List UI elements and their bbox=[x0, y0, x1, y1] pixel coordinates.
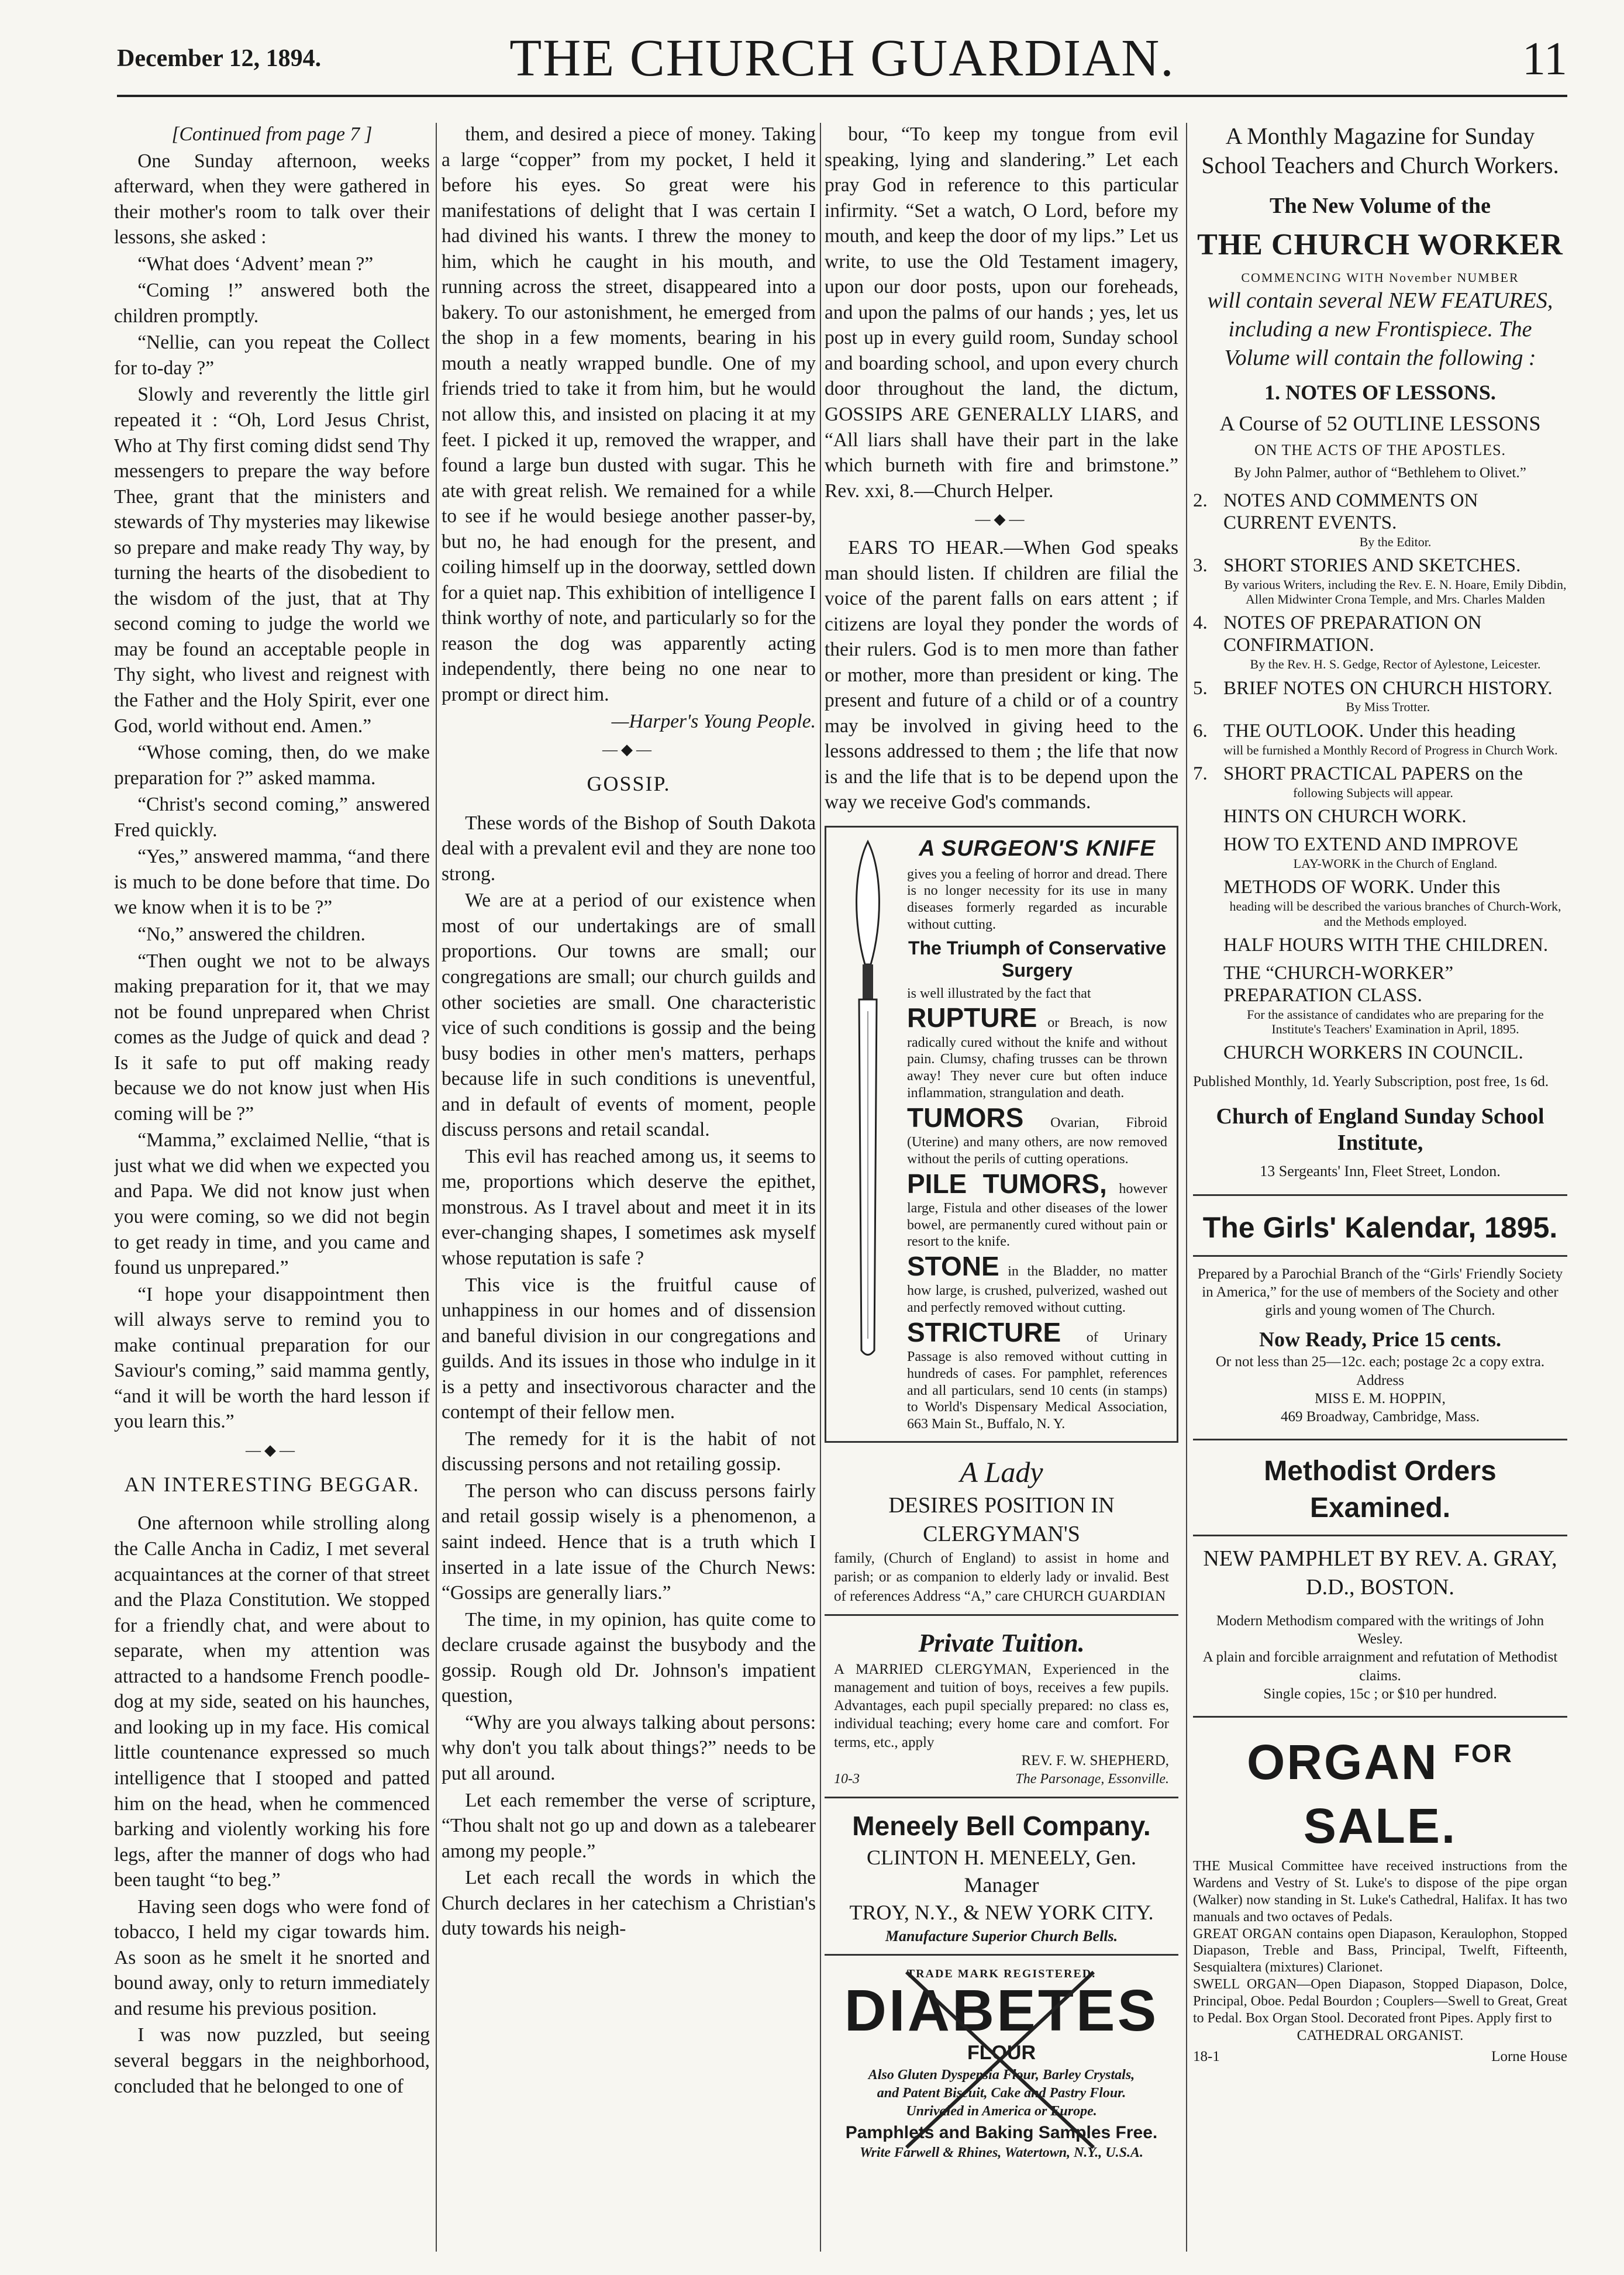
item-number: 2. bbox=[1193, 490, 1208, 511]
article-paragraph: These words of the Bishop of South Dakota deal with a prevalent evil and they are none too strong. bbox=[442, 812, 816, 885]
ad-text: gives you a feeling of horror and dread. There is no longer necessity for its use in many diseases formerly regarded as incurable without cutting. bbox=[907, 866, 1167, 932]
story-paragraph: “Coming !” answered both the children promptly. bbox=[114, 280, 430, 327]
advent-story bbox=[114, 149, 430, 1435]
ad-text: in the Bladder, no matter how large, is crushed, pulverized, washed out and perfectly removed without cutting. bbox=[907, 1264, 1167, 1316]
item-detail: For the assistance of candidates who are preparing for the Institute's Teachers' Examination in April, 1895. bbox=[1247, 1006, 1544, 1037]
ad-text: A plain and forcible arraignment and refutation of Methodist claims. bbox=[1202, 1649, 1558, 1684]
ad-headline bbox=[1193, 1731, 1567, 1858]
article-paragraph: The time, in my opinion, has quite come to declare crusade against the busybody and the gossip. Rough old Dr. Johnson's impatient question, bbox=[442, 1608, 816, 1707]
ad-trademark: TRADE MARK REGISTERED. bbox=[906, 1967, 1097, 1981]
article-paragraph: “Why are you always talking about persons: why don't you talk about things?” needs to be put all around. bbox=[442, 1711, 816, 1784]
bell-company-ad bbox=[825, 1809, 1178, 1956]
ad-headline: The Girls' Kalendar, 1895. bbox=[1202, 1211, 1558, 1244]
ad-signature: CATHEDRAL ORGANIST. bbox=[1297, 2028, 1464, 2044]
contents-item bbox=[1193, 721, 1567, 757]
item-detail: By various Writers, including the Rev. E. N. Hoare, Emily Dibdin, Allen Midwinter Crona Temple, and Mrs. Charles Malden bbox=[1224, 577, 1567, 607]
contents-item bbox=[1193, 490, 1567, 549]
header-rule bbox=[117, 95, 1567, 97]
ad-keyword: PILE TUMORS, bbox=[907, 1168, 1107, 1199]
headline-word: ORGAN bbox=[1247, 1735, 1439, 1790]
magazine-description: A Monthly Magazine for Sunday School Teachers and Church Workers. bbox=[1201, 123, 1559, 178]
knife-illustration bbox=[836, 836, 900, 1433]
item-title: HALF HOURS WITH THE CHILDREN. bbox=[1223, 934, 1549, 956]
item-number: 7. bbox=[1193, 763, 1208, 784]
column-4 bbox=[1193, 122, 1567, 2257]
section-rule bbox=[1193, 1194, 1567, 1196]
continued-note: [Continued from page 7 ] bbox=[171, 123, 373, 145]
crossed-x-mark bbox=[895, 1966, 1105, 2153]
divider-ornament: —◆— bbox=[975, 511, 1028, 528]
ad-address: The Parsonage, Essonville. bbox=[1015, 1771, 1169, 1787]
masthead-title: THE CHURCH GUARDIAN. bbox=[509, 29, 1175, 87]
contents-subitem bbox=[1193, 1042, 1567, 1064]
lady-position-ad bbox=[825, 1453, 1178, 1616]
column-2 bbox=[442, 122, 816, 2257]
gossip-article-cont: bour, “To keep my tongue from evil speaking, lying and slandering.” Let each pray God in reference to this particular infirmity. “Set a watch, O Lord, before my mouth, and keep the door of my lips.” Let us write, to use the Old Testament imagery, upon our door posts, upon our foreheads, and upon the palms of our hands ; yes, let us post up in every guild room, Sunday school and boarding school, and upon every church door throughout the land, the dictum, GOSSIPS ARE GENERALLY LIARS, and “All liars shall have their part in the lake which burneth with fire and brimstone.” Rev. xxi, 8.—Church Helper. bbox=[825, 123, 1178, 502]
item-title: BRIEF NOTES ON CHURCH HISTORY. bbox=[1223, 677, 1553, 699]
article-paragraph: Let each remember the verse of scripture, “Thou shalt not go up and down as a talebearer among my people.” bbox=[442, 1789, 816, 1862]
ad-text: Unrivaled in America or Europe. bbox=[906, 2104, 1097, 2119]
item-title: THE OUTLOOK. Under this heading bbox=[1223, 720, 1516, 742]
contents-item bbox=[1193, 763, 1567, 800]
ad-keyword: RUPTURE bbox=[907, 1002, 1037, 1033]
article-title: GOSSIP. bbox=[587, 771, 671, 795]
story-paragraph: “Christ's second coming,” answered Fred quickly. bbox=[114, 794, 430, 841]
ad-headline: Meneely Bell Company. bbox=[852, 1811, 1151, 1842]
article-paragraph: I was now puzzled, but seeing several beggars in the neighborhood, concluded that he belonged to one of bbox=[114, 2024, 430, 2097]
item-detail: By the Editor. bbox=[1359, 534, 1432, 549]
story-paragraph: Slowly and reverently the little girl repeated it : “Oh, Lord Jesus Christ, Who at Thy first coming didst send Thy messengers to prepare the way before Thee, grant that the ministers and stewards of Thy mysteries may likewise so prepare and make ready Thy way, by turning the hearts of the disobedient to the wisdom of the just, that at Thy second coming to judge the world we may be found an acceptable people in Thy sight, who livest and reignest with the Father and the Holy Spirit, ever one God, world without end. Amen.” bbox=[114, 384, 430, 737]
item-detail: By Miss Trotter. bbox=[1346, 699, 1430, 715]
ad-price: Single copies, 15c ; or $10 per hundred. bbox=[1263, 1685, 1497, 1702]
contents-item bbox=[1193, 612, 1567, 671]
section-rule bbox=[1193, 1255, 1567, 1257]
ad-subhead: 1. NOTES OF LESSONS. bbox=[1264, 380, 1496, 404]
item-detail: following Subjects will appear. bbox=[1293, 785, 1453, 800]
ad-signature: REV. F. W. SHEPHERD, bbox=[1021, 1752, 1169, 1769]
diabetes-flour-ad bbox=[825, 1966, 1178, 2170]
item-title: CHURCH WORKERS IN COUNCIL. bbox=[1223, 1042, 1523, 1064]
ad-headline: A SURGEON'S KNIFE bbox=[919, 836, 1156, 861]
item-number: 3. bbox=[1193, 554, 1208, 576]
beggar-article-cont bbox=[442, 122, 816, 708]
article-paragraph: This evil has reached among us, it seems to me, proportions which deserve the epithet, monstrous. As I travel about and meet it in its ever-changing shapes, I sometimes ask myself whose reputation is safe ? bbox=[442, 1145, 816, 1270]
story-paragraph: “What does ‘Advent’ mean ?” bbox=[137, 253, 374, 275]
ad-text: Manufacture Superior Church Bells. bbox=[885, 1927, 1118, 1945]
divider-ornament: —◆— bbox=[246, 1441, 298, 1459]
magazine-title: THE CHURCH WORKER bbox=[1197, 228, 1563, 262]
item-number: 4. bbox=[1193, 612, 1208, 634]
item-number: 5. bbox=[1193, 677, 1208, 699]
story-paragraph: “Mamma,” exclaimed Nellie, “that is just what we did when we expected you and Papa. We did not know just when you were coming, so we did not begin to get ready in time, and you came and found us unprepared.” bbox=[114, 1129, 430, 1279]
article-paragraph: Let each recall the words in which the Church declares in her catechism a Christian's duty towards his neigh- bbox=[442, 1867, 816, 1940]
ad-headline: DIABETES bbox=[844, 1978, 1159, 2044]
ad-text: COMMENCING WITH November NUMBER bbox=[1241, 270, 1519, 285]
article-paragraph: One afternoon while strolling along the Calle Ancha in Cadiz, I met several acquaintances at the corner of that street and the Plaza Constitution. We stopped for a friendly chat, and were about to separate, when my attention was attracted to a handsome French poodle-dog at my side, seated on his haunches, and looking up in my face. His comical little countenance expressed so much intelligence that I stooped and patted him on the head, when he commenced barking and violently working his fore legs, after the manner of dogs who had been taught “to beg.” bbox=[114, 1512, 430, 1891]
ad-text: family, (Church of England) to assist in home and parish; or as companion to elderly lady or invalid. Best of references Address “A,” care CHURCH GUARDIAN bbox=[834, 1550, 1169, 1604]
item-title: THE “CHURCH-WORKER” PREPARATION CLASS. bbox=[1223, 962, 1454, 1006]
article-paragraph: The person who can discuss persons fairly and retail gossip wisely is a phenomenon, a saint indeed. Hence that is a truth which I inserted in a late issue of the Church News: “Gossips are generally liars.” bbox=[442, 1480, 816, 1604]
section-rule bbox=[1193, 1439, 1567, 1440]
story-paragraph: “Yes,” answered mamma, “and there is much to be done before that time. Do we know when it is to be ?” bbox=[114, 846, 430, 919]
ad-text: Also Gluten Dyspepsia Flour, Barley Crystals, bbox=[868, 2067, 1135, 2083]
ad-keyword: STRICTURE bbox=[907, 1316, 1061, 1347]
article-source: —Harper's Young People. bbox=[611, 710, 816, 732]
ad-code: 18-1 bbox=[1193, 2048, 1220, 2064]
ad-subhead: The Triumph of Conservative Surgery bbox=[908, 937, 1166, 981]
publisher-address: 13 Sergeants' Inn, Fleet Street, London. bbox=[1260, 1162, 1501, 1180]
item-detail: LAY-WORK in the Church of England. bbox=[1293, 856, 1498, 871]
contents-item bbox=[1193, 678, 1567, 715]
contents-item bbox=[1193, 555, 1567, 607]
ad-text: Prepared by a Parochial Branch of the “Girls' Friendly Society in America,” for the use of members of the Society and other girls and young women of The Church. bbox=[1197, 1266, 1563, 1319]
item-title: SHORT PRACTICAL PAPERS on the bbox=[1223, 763, 1523, 784]
ad-subhead: DESIRES POSITION IN CLERGYMAN'S bbox=[888, 1493, 1115, 1547]
ad-keyword: STONE bbox=[907, 1251, 999, 1282]
article-title: AN INTERESTING BEGGAR. bbox=[124, 1472, 420, 1496]
page-number: 11 bbox=[1522, 33, 1567, 85]
ad-text: Ovarian, Fibroid (Uterine) and many others, are now removed without the perils of cutting operations. bbox=[907, 1115, 1167, 1167]
ad-headline: A Lady bbox=[960, 1456, 1043, 1489]
ad-text: Pamphlets and Baking Samples Free. bbox=[845, 2122, 1158, 2142]
ad-text: SWELL ORGAN—Open Diapason, Stopped Diapason, Dolce, Principal, Oboe. Pedal Bourdon ; Couplers—Swell to Great, Great to Pedal. Box Organ Stool. Decorated front Pipes. Apply first to bbox=[1193, 1977, 1567, 2026]
divider-ornament: —◆— bbox=[602, 741, 655, 759]
item-title: NOTES OF PREPARATION ON CONFIRMATION. bbox=[1223, 612, 1482, 656]
ad-keyword: TUMORS bbox=[907, 1102, 1024, 1133]
section-rule bbox=[1193, 1716, 1567, 1718]
tuition-ad bbox=[825, 1626, 1178, 1798]
ad-code: 10-3 bbox=[834, 1771, 860, 1787]
item-detail: heading will be described the various branches of Church-Work, and the Methods employed. bbox=[1229, 899, 1561, 929]
ears-to-hear: EARS TO HEAR.—When God speaks man should listen. If children are filial the voice of the parent falls on ears attent ; if citizens are loyal they ponder the words of their rulers. God is to men more than father or mother, more than president or king. The present and future of a child or of a country may be involved in giving heed to the lessons addressed to them ; the life that now is and the life that is to be depend upon the way we receive God's commands. bbox=[825, 537, 1178, 814]
ad-text: however large, Fistula and other diseases of the lower bowel, are permanently cured without pain or resort to the knife. bbox=[907, 1181, 1168, 1250]
ad-signature: MISS E. M. HOPPIN, bbox=[1315, 1390, 1446, 1407]
column-divider bbox=[820, 123, 821, 2252]
contents-subitem bbox=[1193, 806, 1567, 828]
surgeon-knife-ad bbox=[825, 826, 1178, 1443]
ad-text: Or not less than 25—12c. each; postage 2c a copy extra. Address bbox=[1215, 1354, 1545, 1388]
ad-text: THE Musical Committee have received instructions from the Wardens and Vestry of St. Luke's to dispose of the pipe organ (Walker) now standing in St. Luke's Cathedral, Halifax. It has two manuals and two octaves of Pedals. bbox=[1193, 1859, 1567, 1925]
ad-text: A MARRIED CLERGYMAN, Experienced in the management and tuition of boys, receives a few pupils. Advantages, each pupil specially prepared: no class es, individual teaching; every home care and comfort. For terms, etc., apply bbox=[834, 1661, 1169, 1750]
article-paragraph: This vice is the fruitful cause of unhappiness in our homes and of dissension and baneful division in our congregations and guilds. And its issues in those who indulge in it is a petty and insectivorous character and the contempt of their fellow men. bbox=[442, 1274, 816, 1423]
contents-list bbox=[1193, 490, 1567, 1065]
issue-date: December 12, 1894. bbox=[117, 45, 322, 72]
publisher-name: Church of England Sunday School Institute, bbox=[1216, 1104, 1544, 1156]
headline-word: SALE. bbox=[1303, 1798, 1457, 1854]
story-paragraph: “No,” answered the children. bbox=[137, 923, 366, 945]
ad-text: and Patent Biscuit, Cake and Pastry Flour. bbox=[877, 2086, 1126, 2101]
section-rule bbox=[1193, 1535, 1567, 1536]
ad-address: Lorne House bbox=[1491, 2048, 1567, 2064]
column-3 bbox=[825, 122, 1178, 2257]
headline-word: FOR bbox=[1454, 1739, 1513, 1769]
item-title: SHORT STORIES AND SKETCHES. bbox=[1223, 554, 1521, 576]
ad-subhead: NEW PAMPHLET BY REV. A. GRAY, D.D., BOSTON. bbox=[1203, 1546, 1557, 1600]
ad-subhead: The New Volume of the bbox=[1270, 194, 1491, 218]
ad-text: of Urinary Passage is also removed without cutting in hundreds of cases. For pamphlet, references and all particulars, send 10 cents (in stamps) to World's Dispensary Medical Association, 663 Main St., Buffalo, N. Y. bbox=[907, 1329, 1167, 1432]
item-title: METHODS OF WORK. Under this bbox=[1223, 877, 1501, 898]
gossip-article bbox=[442, 811, 816, 1942]
ad-price: Now Ready, Price 15 cents. bbox=[1259, 1327, 1501, 1351]
item-title: HOW TO EXTEND AND IMPROVE bbox=[1223, 834, 1519, 856]
column-1 bbox=[114, 122, 430, 2257]
item-number: 6. bbox=[1193, 720, 1208, 742]
beggar-article bbox=[114, 1511, 430, 2099]
item-title: HINTS ON CHURCH WORK. bbox=[1223, 806, 1467, 828]
column-divider bbox=[1186, 123, 1187, 2252]
ad-text: GREAT ORGAN contains open Diapason, Keraulophon, Stopped Diapason, Treble and Bass, Principal, Twelft, Fifteenth, Sesquialtera (mixtures) Clarionet. bbox=[1193, 1926, 1567, 1976]
article-paragraph: Having seen dogs who were fond of tobacco, I held my cigar towards him. As soon as he smelt it he snorted and bound away, only to return immediately and resume his previous position. bbox=[114, 1895, 430, 2019]
ad-text: will contain several NEW FEATURES, including a new Frontispiece. The Volume will contain the following : bbox=[1207, 288, 1553, 371]
contents-subitem bbox=[1193, 834, 1567, 871]
item-title: NOTES AND COMMENTS ON CURRENT EVENTS. bbox=[1223, 490, 1478, 533]
story-paragraph: “Whose coming, then, do we make preparation for ?” asked mamma. bbox=[114, 742, 430, 789]
article-paragraph: them, and desired a piece of money. Taking a large “copper” from my pocket, I held it before his eyes. So great were his manifestations of delight that I was certain I had divined his wants. I threw the money to him, which he caught in his mouth, and running across the street, disappeared into a bakery. To our astonishment, he emerged from the shop in a few moments, bearing in his mouth a neatly wrapped bundle. One of my friends tried to take it from him, but he would not allow this, and insisted on placing it at my feet. I picked it up, removed the wrapper, and found a large bun dusted with sugar. This he ate with great relish. We remained for a while to see if he would besiege another passer-by, but no, he had enough for the present, and coiling himself up in the doorway, settled down for a quiet nap. This exhibition of intelligence I think worthy of note, and particularly so for the reason the dog was apparently acting independently, there being no one near to prompt or direct him. bbox=[442, 123, 816, 706]
ad-headline: Methodist Orders Examined. bbox=[1264, 1456, 1497, 1523]
column-divider bbox=[436, 123, 437, 2252]
ad-text: A Course of 52 OUTLINE LESSONS bbox=[1219, 411, 1541, 435]
ad-address: Write Farwell & Rhines, Watertown, N.Y., U.S.A. bbox=[860, 2145, 1143, 2160]
article-paragraph: The remedy for it is the habit of not discussing persons and not retailing gossip. bbox=[442, 1428, 816, 1476]
ad-address: 469 Broadway, Cambridge, Mass. bbox=[1281, 1409, 1480, 1425]
article-paragraph: We are at a period of our existence when most of our undertakings are of small proportions. Our towns are small; our congregations are small; our church guilds and other societies are small. One characteristic vice of such conditions is gossip and the being busy bodies in other men's matters, perhaps because life in such conditions is uneventful, and in default of events of moment, people discuss persons and retail scandal. bbox=[442, 890, 816, 1141]
ad-text: is well illustrated by the fact that bbox=[907, 985, 1091, 1001]
ad-subhead: FLOUR bbox=[967, 2042, 1036, 2064]
ad-text: Modern Methodism compared with the writings of John Wesley. bbox=[1216, 1612, 1544, 1647]
ad-text: or Breach, is now radically cured without the knife and without pain. Clumsy, chafing trusses can be thrown away! They never cure but often induce inflammation, strangulation and death. bbox=[907, 1015, 1167, 1101]
contents-subitem bbox=[1193, 877, 1567, 929]
page-header bbox=[117, 28, 1567, 92]
story-paragraph: “Then ought we not to be always making preparation for it, that we may not be found unprepared when Christ comes as the Judge of quick and dead ? Is it safe to put off making ready because we do not know just when His coming will be ?” bbox=[114, 950, 430, 1125]
ad-text: By John Palmer, author of “Bethlehem to Olivet.” bbox=[1234, 465, 1526, 481]
ad-text: CLINTON H. MENEELY, Gen. Manager bbox=[866, 1846, 1137, 1897]
story-paragraph: “Nellie, can you repeat the Collect for to-day ?” bbox=[114, 332, 430, 379]
story-paragraph: “I hope your disappointment then will always serve to remind you to make continual preparation for our Saviour's coming,” said mamma gently, “and it will be worth the hard lesson if you learn this.” bbox=[114, 1283, 430, 1433]
subscription-info: Published Monthly, 1d. Yearly Subscription, post free, 1s 6d. bbox=[1193, 1074, 1549, 1090]
item-detail: By the Rev. H. S. Gedge, Rector of Aylestone, Leicester. bbox=[1250, 657, 1541, 672]
contents-subitem bbox=[1193, 935, 1567, 957]
ad-text: TROY, N.Y., & NEW YORK CITY. bbox=[849, 1900, 1154, 1924]
story-paragraph: One Sunday afternoon, weeks afterward, when they were gathered in their mother's room to talk over their lessons, she asked : bbox=[114, 150, 430, 249]
ad-headline: Private Tuition. bbox=[918, 1629, 1085, 1658]
item-detail: will be furnished a Monthly Record of Progress in Church Work. bbox=[1223, 742, 1558, 757]
contents-subitem bbox=[1193, 963, 1567, 1036]
ad-text: ON THE ACTS OF THE APOSTLES. bbox=[1254, 442, 1506, 459]
